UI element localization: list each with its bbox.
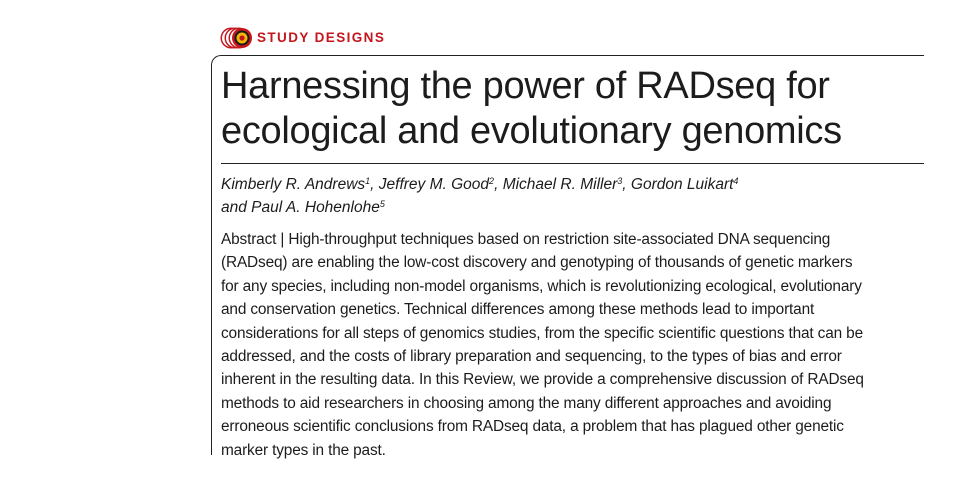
author-name: Kimberly R. Andrews <box>221 176 366 193</box>
author-affiliation: 5 <box>379 199 385 209</box>
author-line <box>221 196 921 219</box>
abstract-line: methods to aid researchers in choosing among the many different approaches and avoiding <box>221 394 832 412</box>
author-affiliation: 1 <box>365 176 371 186</box>
author-separator: , <box>622 176 631 193</box>
author-affiliation: 3 <box>617 176 623 186</box>
title-divider <box>221 163 924 164</box>
abstract-line: and conservation genetics. Technical differences among these methods lead to important <box>221 301 815 319</box>
abstract-line: (RADseq) are enabling the low-cost discovery and genotyping of thousands of genetic markers <box>221 254 853 272</box>
author-affiliation: 2 <box>489 176 495 186</box>
author-separator: , <box>370 176 379 193</box>
author-separator: , <box>494 176 503 193</box>
concentric-circles-icon <box>220 26 254 50</box>
abstract-line: Abstract | High-throughput techniques based on restriction site-associated DNA sequencing <box>221 231 831 248</box>
abstract-line: addressed, and the costs of library preparation and sequencing, to the types of bias and error <box>221 348 842 366</box>
abstract-line: considerations for all steps of genomics studies, from the specific scientific questions that can be <box>221 324 863 342</box>
author-name: Gordon Luikart <box>630 176 734 193</box>
abstract-line: for any species, including non-model organisms, which is revolutionizing ecological, evolutionary <box>221 277 862 295</box>
abstract-line: inherent in the resulting data. In this Review, we provide a comprehensive discussion of RADseq <box>221 371 864 389</box>
author-list <box>221 173 921 219</box>
section-label: STUDY DESIGNS <box>257 30 386 45</box>
abstract-line: erroneous scientific conclusions from RADseq data, a problem that has plagued other genetic <box>221 418 844 436</box>
title-line: Harnessing the power of RADseq for <box>221 65 830 107</box>
section-header <box>220 26 385 50</box>
title-line: ecological and evolutionary genomics <box>221 110 842 152</box>
author-name: and Paul A. Hohenlohe <box>221 199 380 216</box>
abstract <box>221 228 926 462</box>
article-title <box>221 64 921 154</box>
author-name: Jeffrey M. Good <box>378 176 490 193</box>
author-name: Michael R. Miller <box>502 176 618 193</box>
author-affiliation: 4 <box>733 176 739 186</box>
abstract-line: marker types in the past. <box>221 441 386 459</box>
author-line <box>221 173 921 196</box>
